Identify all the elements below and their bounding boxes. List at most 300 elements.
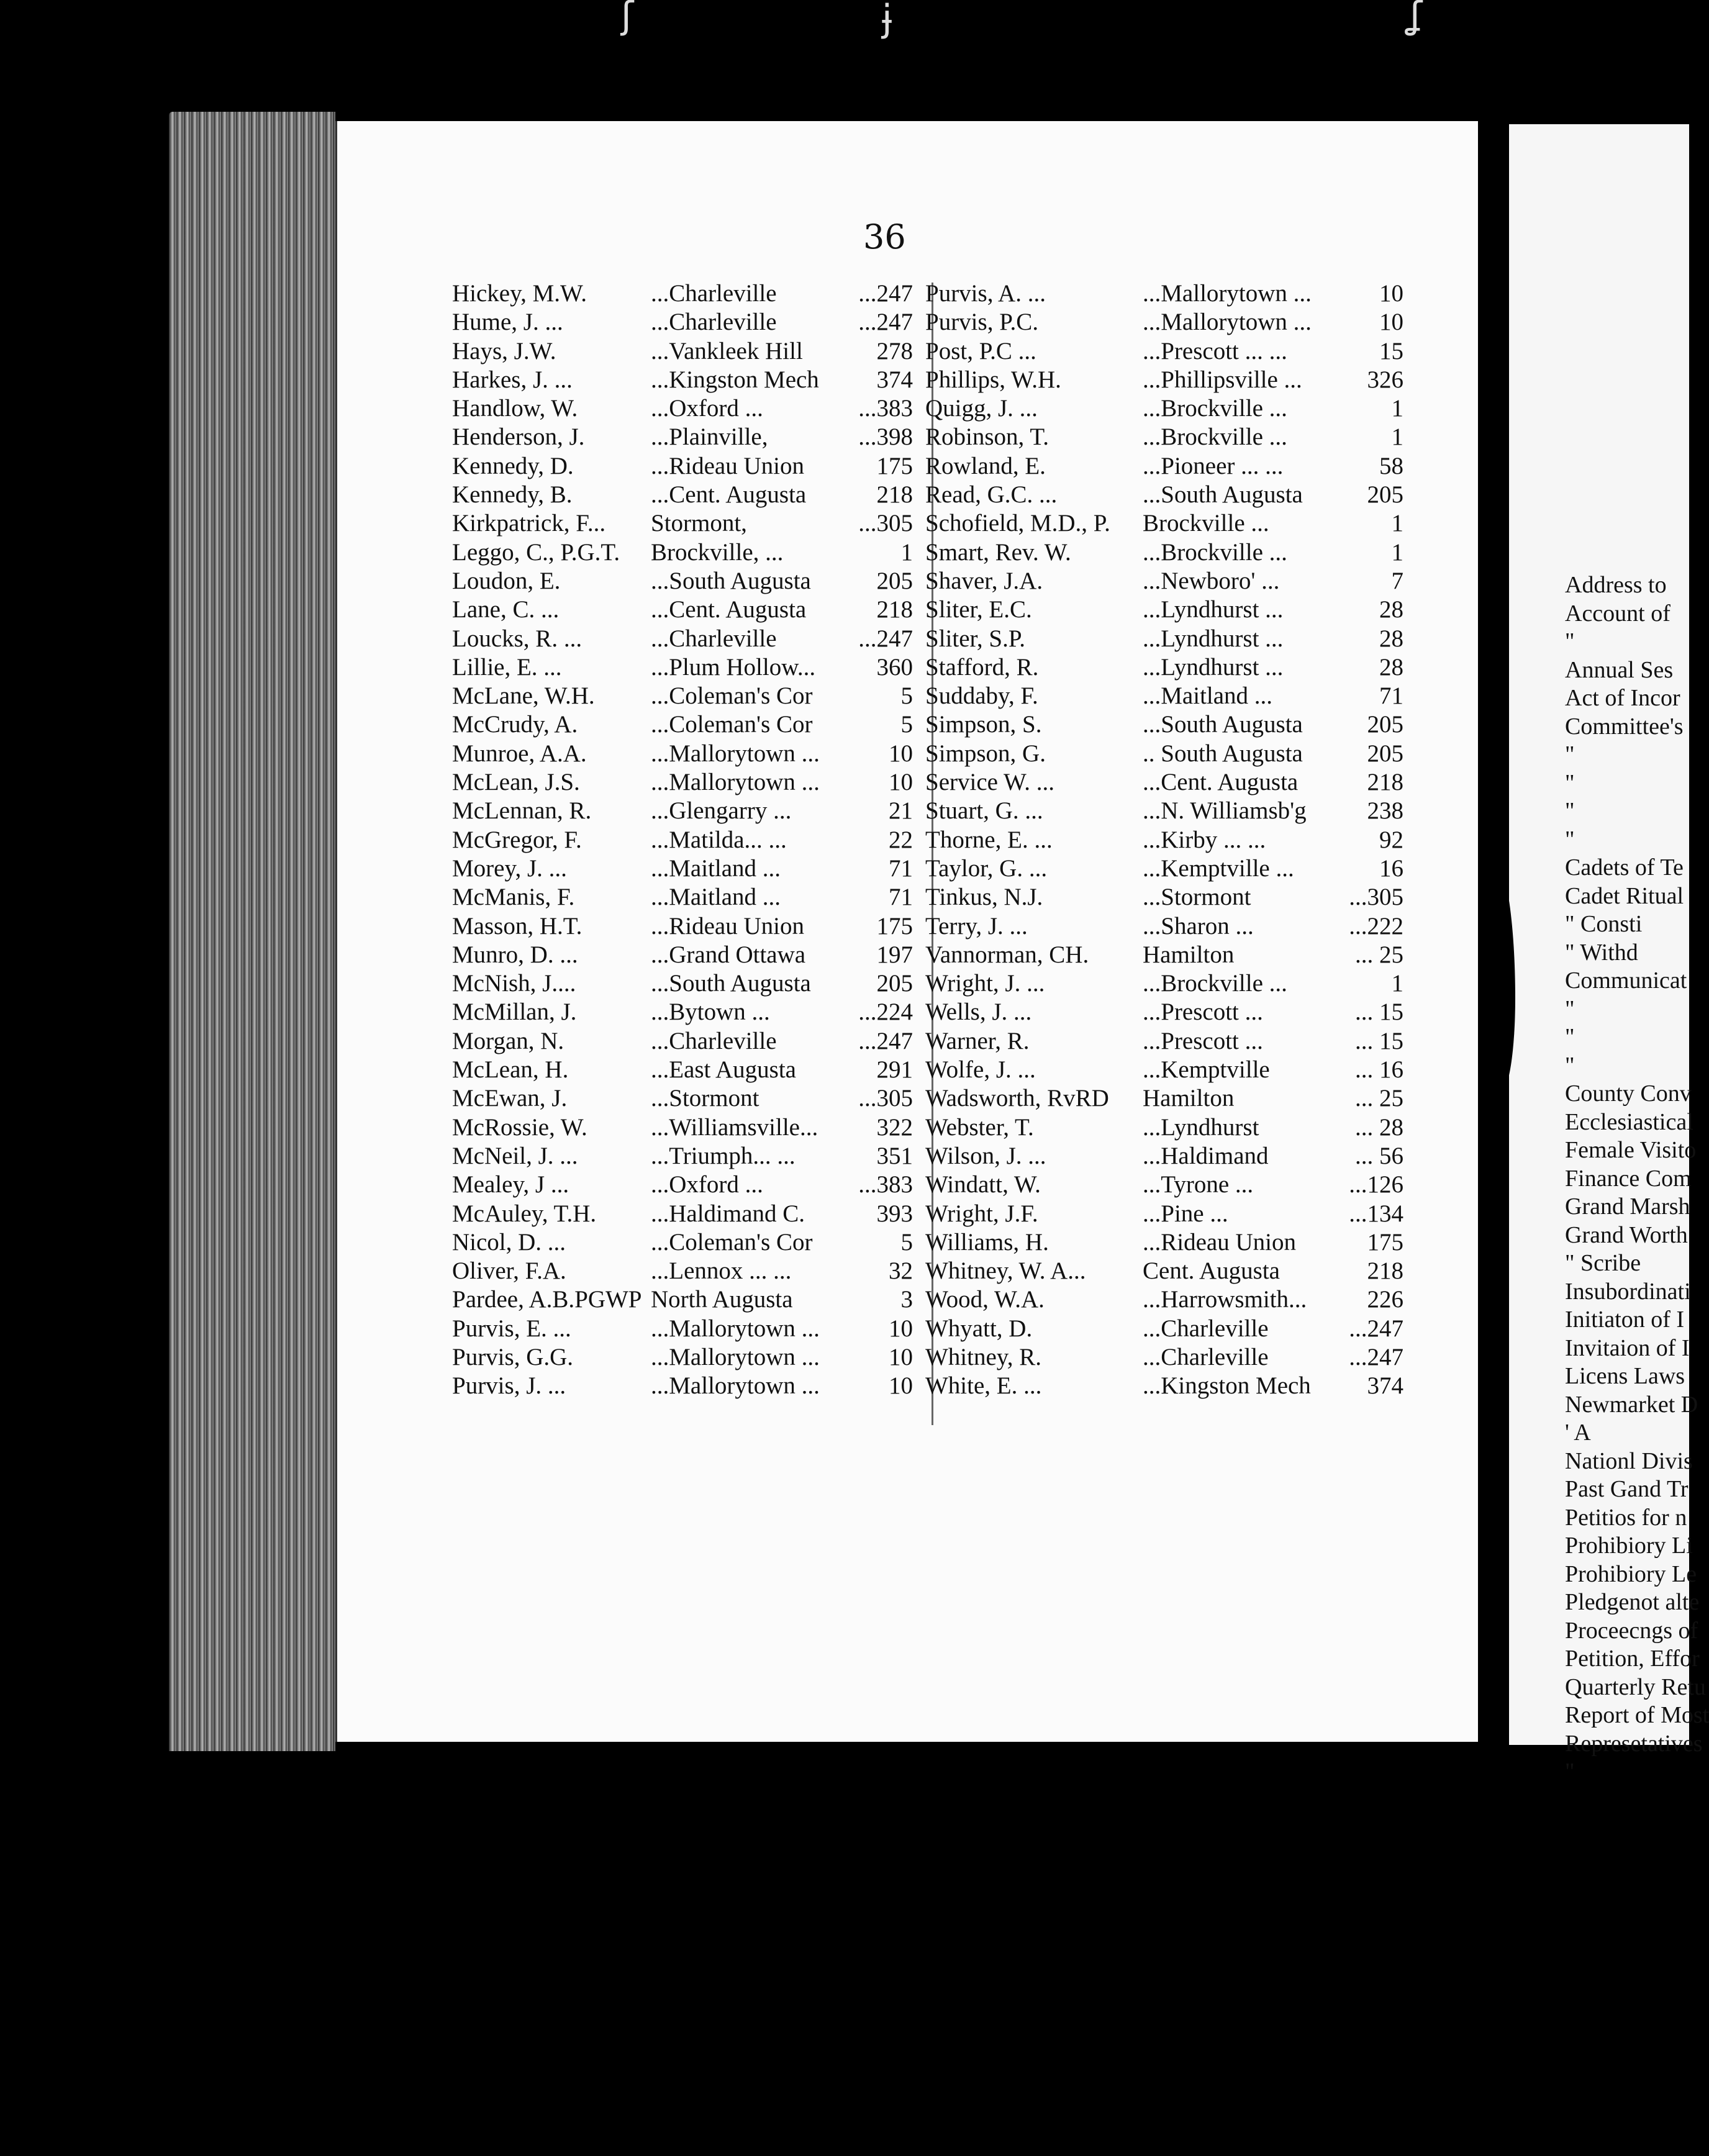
entry-name: McNish, J.... [452, 970, 576, 997]
facing-page-line: Proceecngs of [1565, 1617, 1698, 1644]
entry-number: 218 [1367, 769, 1403, 796]
entry-number: 205 [876, 970, 913, 997]
entry-place: ...Plainville, [651, 424, 768, 451]
facing-page-line: " [1565, 1759, 1575, 1785]
index-entry [452, 797, 919, 825]
entry-name: Handlow, W. [452, 395, 578, 422]
scan-artifact-mark: ʆ [1410, 0, 1423, 37]
index-entry [452, 538, 919, 567]
facing-page-line: Finance Com [1565, 1165, 1692, 1192]
entry-number: ...247 [858, 309, 913, 336]
entry-place: ...Stormont [651, 1085, 759, 1112]
entry-number: 10 [889, 1315, 913, 1342]
entry-place: ...Rideau Union [651, 452, 804, 479]
entry-place: ...Prescott ... ... [1143, 337, 1287, 365]
index-entry [452, 337, 919, 366]
facing-page-line: Cadets of Te [1565, 854, 1684, 881]
entry-place: ...Grand Ottawa [651, 941, 806, 968]
entry-place: ...Brockville ... [1143, 424, 1287, 451]
entry-number: 10 [1379, 280, 1403, 307]
index-entry [452, 1200, 919, 1228]
entry-name: Simpson, G. [925, 740, 1046, 767]
facing-page-line: Female Visito [1565, 1137, 1697, 1163]
facing-page-line: Annual Ses [1565, 656, 1674, 683]
entry-name: Warner, R. [925, 1027, 1030, 1054]
index-entry [925, 969, 1410, 998]
facing-page-line: Petition, Effor [1565, 1646, 1700, 1672]
entry-place: ...Oxford ... [651, 1171, 763, 1198]
entry-number: 16 [1379, 854, 1403, 882]
entry-name: Read, G.C. ... [925, 481, 1058, 509]
entry-place: ...Brockville ... [1143, 538, 1287, 566]
index-entry [452, 740, 919, 768]
index-entry [925, 1056, 1410, 1084]
entry-place: ...Vankleek Hill [651, 337, 803, 365]
entry-place: ...Coleman's Cor [651, 682, 813, 710]
facing-page-line: Prohibiory Le [1565, 1560, 1697, 1587]
entry-number: 205 [1367, 740, 1403, 767]
entry-number: 28 [1379, 625, 1403, 652]
index-entry [452, 1285, 919, 1314]
entry-number: ...134 [1349, 1200, 1403, 1227]
index-entry [452, 1084, 919, 1113]
index-entry [925, 596, 1410, 624]
entry-place: ...Maitland ... [651, 884, 781, 911]
entry-number: 326 [1367, 366, 1403, 393]
entry-number: 92 [1379, 826, 1403, 853]
entry-name: McLennan, R. [452, 797, 592, 825]
index-entry [925, 1285, 1410, 1314]
entry-number: 1 [1391, 970, 1403, 997]
entry-place: ...Williamsville... [651, 1113, 818, 1141]
entry-name: Harkes, J. ... [452, 366, 573, 393]
entry-name: Nicol, D. ... [452, 1228, 566, 1256]
index-entry [452, 625, 919, 653]
entry-place: ...Rideau Union [651, 912, 804, 940]
entry-number: 10 [889, 1343, 913, 1370]
facing-page-line: " Consti [1565, 911, 1643, 937]
entry-number: 205 [1367, 711, 1403, 738]
index-entry [452, 682, 919, 710]
entry-number: 175 [876, 452, 913, 479]
index-entry [925, 710, 1410, 739]
entry-number: 218 [876, 481, 913, 509]
entry-number: ...224 [858, 999, 913, 1026]
entry-place: North Augusta [651, 1286, 793, 1313]
entry-name: Thorne, E. ... [925, 826, 1053, 853]
index-entry [452, 1228, 919, 1257]
entry-place: ...Mallorytown ... [651, 1372, 820, 1400]
entry-number: 218 [876, 596, 913, 623]
entry-place: Hamilton [1143, 1085, 1235, 1112]
entry-number: 10 [889, 740, 913, 767]
facing-page-line: Address to [1565, 572, 1667, 598]
entry-name: Wolfe, J. ... [925, 1056, 1036, 1084]
index-entry [452, 1372, 919, 1400]
entry-number: 175 [876, 912, 913, 940]
entry-name: Hickey, M.W. [452, 280, 587, 307]
index-entry [925, 883, 1410, 912]
entry-name: Wright, J. ... [925, 970, 1045, 997]
entry-name: Whyatt, D. [925, 1315, 1033, 1342]
index-entry [452, 452, 919, 481]
entry-number: 205 [1367, 481, 1403, 509]
entry-number: 28 [1379, 653, 1403, 681]
index-entry [452, 481, 919, 509]
entry-name: McEwan, J. [452, 1085, 568, 1112]
entry-place: ...Coleman's Cor [651, 711, 813, 738]
entry-place: ...Kingston Mech [651, 366, 819, 393]
entry-name: Loucks, R. ... [452, 625, 583, 652]
entry-name: Kennedy, D. [452, 452, 574, 479]
entry-place: ...Maitland ... [1143, 682, 1273, 710]
entry-name: Loudon, E. [452, 567, 561, 594]
entry-place: ...Triumph... ... [651, 1142, 796, 1169]
entry-number: 71 [1379, 682, 1403, 710]
entry-name: Wright, J.F. [925, 1200, 1038, 1227]
index-entry [925, 509, 1410, 538]
facing-page-line: " [1565, 1052, 1575, 1079]
entry-place: ...Pioneer ... ... [1143, 452, 1284, 479]
entry-number: ... 56 [1355, 1142, 1403, 1169]
entry-number: 58 [1379, 452, 1403, 479]
entry-name: Quigg, J. ... [925, 395, 1038, 422]
entry-place: ...Lyndhurst [1143, 1113, 1259, 1141]
index-entry [452, 1027, 919, 1056]
index-entry [925, 653, 1410, 682]
facing-page-line: Represetatives [1565, 1730, 1703, 1757]
entry-name: Masson, H.T. [452, 912, 583, 940]
entry-name: Henderson, J. [452, 424, 585, 451]
entry-number: 28 [1379, 596, 1403, 623]
scan-artifact-mark: ɉ [882, 0, 892, 40]
entry-place: ...Lyndhurst ... [1143, 596, 1284, 623]
entry-place: Brockville, ... [651, 538, 784, 566]
entry-number: ...398 [858, 424, 913, 451]
entry-name: Purvis, P.C. [925, 309, 1039, 336]
entry-number: 197 [876, 941, 913, 968]
entry-name: Taylor, G. ... [925, 854, 1048, 882]
entry-number: 205 [876, 567, 913, 594]
entry-number: ...247 [1349, 1343, 1403, 1370]
entry-number: ...305 [1349, 884, 1403, 911]
entry-place: ...Glengarry ... [651, 797, 792, 825]
entry-number: 5 [900, 711, 913, 738]
index-entry [452, 394, 919, 423]
index-entry [452, 366, 919, 394]
right-index-column [925, 279, 1410, 1401]
index-entry [925, 1372, 1410, 1400]
entry-number: 1 [1391, 395, 1403, 422]
entry-place: ...Kirby ... ... [1143, 826, 1266, 853]
facing-page-line: " [1565, 741, 1575, 768]
facing-page-line: " [1565, 769, 1575, 796]
index-entry [925, 1257, 1410, 1285]
index-entry [925, 1200, 1410, 1228]
entry-number: 15 [1379, 337, 1403, 365]
index-entry [925, 740, 1410, 768]
facing-page-line: Ecclesiastical [1565, 1108, 1693, 1135]
entry-place: ...Charleville [1143, 1343, 1269, 1370]
entry-place: ...Haldimand [1143, 1142, 1269, 1169]
index-entry [452, 567, 919, 596]
entry-number: ...383 [858, 1171, 913, 1198]
index-entry [925, 1142, 1410, 1171]
entry-place: ...Matilda... ... [651, 826, 787, 853]
entry-name: Hays, J.W. [452, 337, 556, 365]
facing-page-line: Grand Worth [1565, 1221, 1688, 1248]
index-entry [925, 279, 1410, 308]
index-entry [925, 768, 1410, 797]
left-index-column [452, 279, 919, 1401]
entry-number: 3 [900, 1286, 913, 1313]
entry-place: ...Stormont [1143, 884, 1251, 911]
entry-number: 21 [889, 797, 913, 825]
entry-name: McNeil, J. ... [452, 1142, 578, 1169]
entry-place: ...Bytown ... [651, 999, 770, 1026]
entry-name: Windatt, W. [925, 1171, 1041, 1198]
entry-name: Purvis, E. ... [452, 1315, 571, 1342]
entry-number: 71 [889, 854, 913, 882]
entry-name: Lane, C. ... [452, 596, 560, 623]
facing-page-line: ' A [1565, 1420, 1591, 1446]
index-entry [925, 998, 1410, 1026]
entry-name: Suddaby, F. [925, 682, 1038, 710]
facing-page [1509, 124, 1709, 1785]
entry-place: ...Mallorytown ... [651, 769, 820, 796]
entry-place: ...Brockville ... [1143, 395, 1287, 422]
facing-page-line: Invitaion of I [1565, 1334, 1690, 1361]
index-entry [452, 1056, 919, 1084]
index-entry [925, 567, 1410, 596]
entry-number: 175 [1367, 1228, 1403, 1256]
entry-place: ...Kemptville ... [1143, 854, 1294, 882]
entry-place: ...Cent. Augusta [651, 596, 807, 623]
entry-number: 5 [900, 1228, 913, 1256]
entry-place: ...Newboro' ... [1143, 567, 1280, 594]
index-entry [452, 279, 919, 308]
entry-name: Whitney, R. [925, 1343, 1042, 1370]
facing-page-line: Report of Most [1565, 1702, 1709, 1728]
entry-name: McCrudy, A. [452, 711, 578, 738]
index-entry [925, 941, 1410, 969]
facing-page-line: " [1565, 1024, 1575, 1050]
entry-number: ... 15 [1355, 1027, 1403, 1054]
entry-number: 278 [876, 337, 913, 365]
entry-place: ...Phillipsville ... [1143, 366, 1302, 393]
index-entry [452, 509, 919, 538]
entry-name: Mealey, J ... [452, 1171, 569, 1198]
entry-number: 5 [900, 682, 913, 710]
entry-place: ...Mallorytown ... [1143, 309, 1312, 336]
facing-page-line: Petitios for n [1565, 1504, 1687, 1531]
facing-page-line: County Conv [1565, 1080, 1692, 1107]
entry-name: Post, P.C ... [925, 337, 1036, 365]
entry-name: White, E. ... [925, 1372, 1042, 1400]
entry-name: Stafford, R. [925, 653, 1039, 681]
entry-number: 322 [876, 1113, 913, 1141]
entry-number: ... 16 [1355, 1056, 1403, 1084]
scan-artifact-mark: ʃ [621, 0, 634, 37]
index-entry [925, 854, 1410, 883]
entry-name: Whitney, W. A... [925, 1257, 1086, 1285]
facing-page-line: " [1565, 628, 1575, 654]
entry-number: ... 25 [1355, 941, 1403, 968]
facing-page-line: Grand Marsh [1565, 1194, 1690, 1220]
entry-number: ... 28 [1355, 1113, 1403, 1141]
entry-name: McLane, W.H. [452, 682, 595, 710]
index-entry [925, 625, 1410, 653]
entry-place: ...Sharon ... [1143, 912, 1254, 940]
entry-number: 22 [889, 826, 913, 853]
entry-name: Kirkpatrick, F... [452, 510, 606, 537]
index-entry [925, 452, 1410, 481]
entry-number: ...247 [1349, 1315, 1403, 1342]
entry-name: Service W. ... [925, 769, 1054, 796]
entry-name: Lillie, E. ... [452, 653, 562, 681]
index-entry [452, 883, 919, 912]
entry-number: 10 [1379, 309, 1403, 336]
index-entry [452, 941, 919, 969]
index-entry [452, 854, 919, 883]
entry-number: 351 [876, 1142, 913, 1169]
entry-place: ...South Augusta [651, 970, 811, 997]
entry-place: Cent. Augusta [1143, 1257, 1280, 1285]
index-entry [925, 1171, 1410, 1199]
entry-number: 71 [889, 884, 913, 911]
index-entry [925, 366, 1410, 394]
entry-name: Morey, J. ... [452, 854, 567, 882]
entry-place: ...Rideau Union [1143, 1228, 1296, 1256]
entry-number: 238 [1367, 797, 1403, 825]
entry-place: ...Charleville [1143, 1315, 1269, 1342]
entry-name: Sliter, S.P. [925, 625, 1025, 652]
facing-page-line: Act of Incor [1565, 685, 1680, 711]
entry-name: McLean, H. [452, 1056, 569, 1084]
facing-page-line: " [1565, 798, 1575, 824]
entry-place: ...Coleman's Cor [651, 1228, 813, 1256]
entry-place: ...Mallorytown ... [651, 1315, 820, 1342]
entry-number: 360 [876, 653, 913, 681]
entry-place: Hamilton [1143, 941, 1235, 968]
entry-place: ...East Augusta [651, 1056, 796, 1084]
entry-place: .. South Augusta [1143, 740, 1303, 767]
entry-place: Brockville ... [1143, 510, 1269, 537]
entry-name: Shaver, J.A. [925, 567, 1043, 594]
entry-number: 1 [900, 538, 913, 566]
entry-place: ...Prescott ... [1143, 999, 1263, 1026]
entry-name: Morgan, N. [452, 1027, 564, 1054]
index-entry [925, 538, 1410, 567]
entry-place: ...Harrowsmith... [1143, 1286, 1307, 1313]
entry-number: 1 [1391, 538, 1403, 566]
entry-place: ...Prescott ... [1143, 1027, 1263, 1054]
facing-page-line: Licens Laws [1565, 1363, 1685, 1389]
facing-page-line: Newmarket D [1565, 1391, 1698, 1418]
index-entry [925, 826, 1410, 854]
facing-page-line: Prohibiory Li [1565, 1533, 1693, 1559]
entry-name: Phillips, W.H. [925, 366, 1061, 393]
index-entry [925, 1113, 1410, 1142]
entry-name: Munroe, A.A. [452, 740, 587, 767]
facing-page-line: " Withd [1565, 939, 1638, 966]
entry-number: 374 [1367, 1372, 1403, 1400]
facing-page-line: Committee's [1565, 713, 1684, 740]
entry-place: ...Kemptville [1143, 1056, 1270, 1084]
entry-name: Leggo, C., P.G.T. [452, 538, 620, 566]
entry-name: Tinkus, N.J. [925, 884, 1043, 911]
index-entry [452, 1257, 919, 1285]
entry-place: ...Charleville [651, 625, 777, 652]
entry-place: ...Lyndhurst ... [1143, 625, 1284, 652]
facing-page-line: Past Gand Tr [1565, 1476, 1689, 1502]
entry-number: ...305 [858, 510, 913, 537]
entry-name: McManis, F. [452, 884, 575, 911]
entry-number: 393 [876, 1200, 913, 1227]
entry-number: 291 [876, 1056, 913, 1084]
entry-place: ...Maitland ... [651, 854, 781, 882]
entry-place: ...Charleville [651, 280, 777, 307]
index-entry [925, 1027, 1410, 1056]
entry-place: ...Brockville ... [1143, 970, 1287, 997]
entry-name: McLean, J.S. [452, 769, 580, 796]
entry-number: 374 [876, 366, 913, 393]
index-entry [452, 653, 919, 682]
index-entry [452, 969, 919, 998]
index-entry [925, 1084, 1410, 1113]
facing-page-line: Nationl Divis [1565, 1447, 1693, 1474]
index-entry [925, 1343, 1410, 1372]
index-entry [925, 1228, 1410, 1257]
entry-name: Purvis, G.G. [452, 1343, 574, 1370]
facing-page-line: Initiaton of I [1565, 1307, 1685, 1333]
entry-name: Wilson, J. ... [925, 1142, 1046, 1169]
entry-name: Terry, J. ... [925, 912, 1028, 940]
index-entry [452, 308, 919, 337]
index-entry [452, 1343, 919, 1372]
page-number: 36 [863, 217, 906, 256]
entry-name: Robinson, T. [925, 424, 1049, 451]
facing-page-line: Quarterly Retu [1565, 1674, 1706, 1700]
facing-page-line: Insubordinati [1565, 1278, 1691, 1305]
entry-number: ... 25 [1355, 1085, 1403, 1112]
entry-number: 7 [1391, 567, 1403, 594]
entry-number: 1 [1391, 424, 1403, 451]
facing-page-line: " [1565, 826, 1575, 853]
index-entry [452, 710, 919, 739]
entry-name: Wells, J. ... [925, 999, 1032, 1026]
entry-name: Webster, T. [925, 1113, 1034, 1141]
entry-number: ...126 [1349, 1171, 1403, 1198]
entry-name: Hume, J. ... [452, 309, 563, 336]
entry-name: Kennedy, B. [452, 481, 573, 509]
facing-page-line: Communicat [1565, 967, 1687, 994]
entry-number: ...383 [858, 395, 913, 422]
index-entry [925, 308, 1410, 337]
index-entry [452, 596, 919, 624]
index-entry [925, 912, 1410, 941]
entry-number: 226 [1367, 1286, 1403, 1313]
index-entry [452, 1142, 919, 1171]
entry-place: ...Cent. Augusta [1143, 769, 1299, 796]
facing-page-index [1509, 571, 1709, 1787]
facing-page-line: Pledgenot alte [1565, 1589, 1700, 1615]
facing-page-line: " [1565, 995, 1575, 1022]
entry-place: ...Haldimand C. [651, 1200, 805, 1227]
entry-place: ...South Augusta [651, 567, 811, 594]
entry-place: ...Mallorytown ... [651, 1343, 820, 1370]
entry-number: 218 [1367, 1257, 1403, 1285]
